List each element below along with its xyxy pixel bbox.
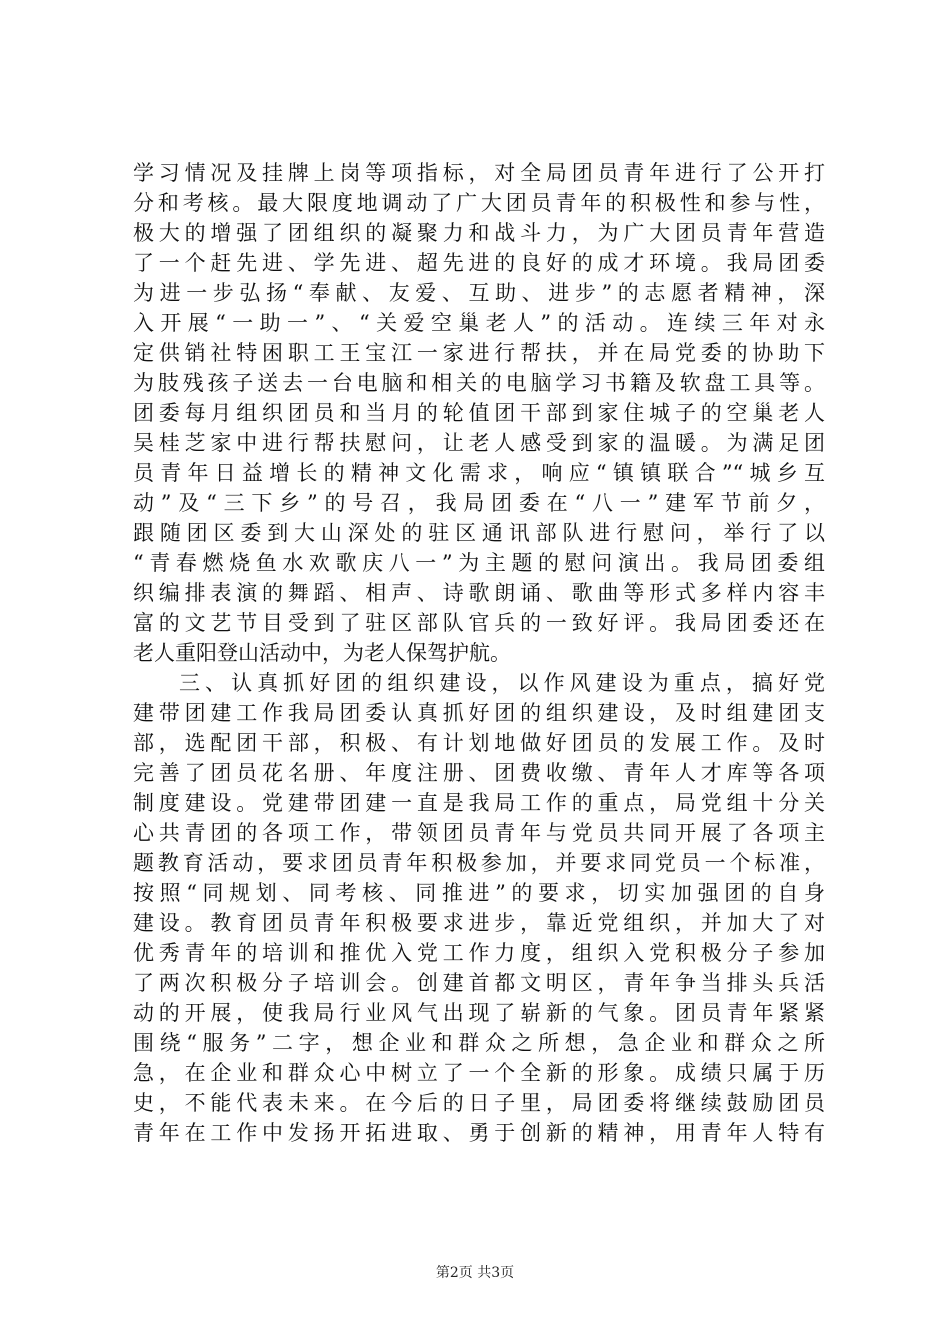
text-line: 分和考核。最大限度地调动了广大团员青年的积极性和参与性，: [133, 191, 825, 215]
text-line: “青春燃烧鱼水欢歌庆八一”为主题的慰问演出。我局团委组: [133, 551, 825, 575]
text-line: 为进一步弘扬“奉献、友爱、互助、进步”的志愿者精神，深: [133, 281, 825, 305]
text-line: 部，选配团干部，积极、有计划地做好团员的发展工作。及时: [133, 731, 825, 755]
text-line: 心共青团的各项工作，带领团员青年与党员共同开展了各项主: [133, 821, 825, 845]
text-line: 按照“同规划、同考核、同推进”的要求，切实加强团的自身: [133, 881, 825, 905]
text-line: 青年在工作中发扬开拓进取、勇于创新的精神，用青年人特有: [133, 1121, 825, 1145]
text-line: 题教育活动，要求团员青年积极参加，并要求同党员一个标准，: [133, 851, 825, 875]
text-line: 优秀青年的培训和推优入党工作力度，组织入党积极分子参加: [133, 941, 825, 965]
text-line: 定供销社特困职工王宝江一家进行帮扶，并在局党委的协助下: [133, 341, 825, 365]
text-line: 了一个赶先进、学先进、超先进的良好的成才环境。我局团委: [133, 251, 825, 275]
text-line: 员青年日益增长的精神文化需求，响应“镇镇联合”“城乡互: [133, 461, 825, 485]
text-line: 跟随团区委到大山深处的驻区通讯部队进行慰问，举行了以: [133, 521, 825, 545]
text-line: 富的文艺节目受到了驻区部队官兵的一致好评。我局团委还在: [133, 611, 825, 635]
text-line: 入开展“一助一”、“关爱空巢老人”的活动。连续三年对永: [133, 311, 825, 335]
text-line: 织编排表演的舞蹈、相声、诗歌朗诵、歌曲等形式多样内容丰: [133, 581, 825, 605]
paragraph-end-line: 老人重阳登山活动中，为老人保驾护航。: [133, 641, 511, 665]
text-line: 学习情况及挂牌上岗等项指标，对全局团员青年进行了公开打: [133, 161, 825, 185]
section-heading-line: 三、认真抓好团的组织建设，以作风建设为重点，搞好党: [179, 671, 825, 695]
text-line: 制度建设。党建带团建一直是我局工作的重点，局党组十分关: [133, 791, 825, 815]
text-line: 动的开展，使我局行业风气出现了崭新的气象。团员青年紧紧: [133, 1001, 825, 1025]
text-line: 史，不能代表未来。在今后的日子里，局团委将继续鼓励团员: [133, 1091, 825, 1115]
text-line: 团委每月组织团员和当月的轮值团干部到家住城子的空巢老人: [133, 401, 825, 425]
text-line: 吴桂芝家中进行帮扶慰问，让老人感受到家的温暖。为满足团: [133, 431, 825, 455]
text-line: 极大的增强了团组织的凝聚力和战斗力，为广大团员青年营造: [133, 221, 825, 245]
text-line: 了两次积极分子培训会。创建首都文明区，青年争当排头兵活: [133, 971, 825, 995]
text-line: 建设。教育团员青年积极要求进步，靠近党组织，并加大了对: [133, 911, 825, 935]
text-line: 完善了团员花名册、年度注册、团费收缴、青年人才库等各项: [133, 761, 825, 785]
text-line: 急，在企业和群众心中树立了一个全新的形象。成绩只属于历: [133, 1061, 825, 1085]
text-line: 为肢残孩子送去一台电脑和相关的电脑学习书籍及软盘工具等。: [133, 371, 825, 395]
text-line: 动”及“三下乡”的号召，我局团委在“八一”建军节前夕，: [133, 491, 825, 515]
page-number-footer: 第2页 共3页: [435, 1265, 515, 1281]
document-body: [133, 158, 825, 1148]
text-line: 围绕“服务”二字，想企业和群众之所想，急企业和群众之所: [133, 1031, 825, 1055]
text-line: 建带团建工作我局团委认真抓好团的组织建设，及时组建团支: [133, 701, 825, 725]
